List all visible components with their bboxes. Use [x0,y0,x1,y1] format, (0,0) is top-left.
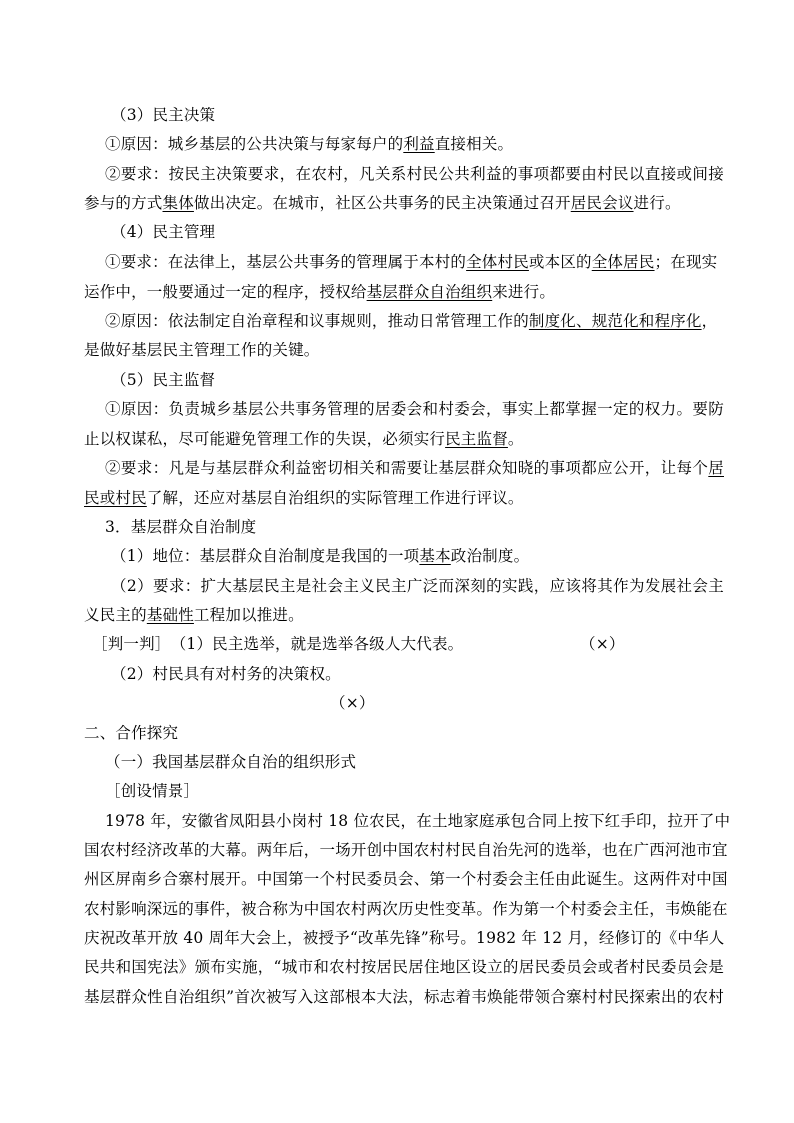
paragraph-line [105,311,724,331]
underlined-term: 居 [708,459,724,477]
text-span: 止以权谋私，尽可能避免管理工作的失误，必须实行 [84,430,446,448]
paragraph-line: 农村影响深远的事件，被合称为中国农村两次历史性变革。作为第一个村委会主任，韦焕能在 [84,900,728,918]
paragraph-line: ②要求：按民主决策要求，在农村，凡关系村民公共利益的事项都要由村民以直接或间接 [105,165,724,183]
underlined-term: 全体居民 [591,253,655,271]
paragraph-line: 基层群众性自治组织”首次被写入这部根本大法，标志着韦焕能带领合寨村村民探索出的农村 [84,988,724,1006]
underlined-term: 民主监督 [445,430,508,448]
underlined-term: 全体村民 [466,253,529,271]
paragraph-line [84,605,724,625]
text-span: 参与的方式 [84,194,163,212]
underlined-term: 民或村民 [84,489,147,507]
text-span: 直接相关。 [434,135,514,153]
text-span: 进行。 [633,194,681,212]
paragraph-line: 是做好基层民主管理工作的关键。 [84,341,320,359]
underlined-term: 基本 [419,547,451,565]
paragraph-line: 州区屏南乡合寨村展开。中国第一个村民委员会、第一个村委会主任由此诞生。这两件对中国 [84,870,728,888]
text-span: 。 [507,430,524,448]
paragraph-line [111,546,751,566]
text-span: ②要求：凡是与基层群众利益密切相关和需要让基层群众知晓的事项都应公开，让每个 [105,459,709,477]
paragraph-line [105,252,724,272]
text-span: ；在现实 [654,253,718,271]
underlined-term: 居民会议 [570,194,634,212]
underlined-term: 基层群众自治组织 [366,283,493,301]
underlined-term: 集体 [162,194,194,212]
judge-answer-2: （×） [330,694,375,712]
heading-democratic-management: （4）民主管理 [111,223,216,241]
paragraph-line: 庆祝改革开放 40 周年大会上，被授予“改革先锋”称号。1982 年 12 月，经修订的《中华人 [84,929,725,947]
paragraph-line: （2）要求：扩大基层民主是社会主义民主广泛而深刻的实践，应该将其作为发展社会主 [111,577,724,595]
text-span: 或本区的 [528,253,592,271]
text-span: ②原因：依法制定自治章程和议事规则，推动日常管理工作的 [105,312,529,330]
text-span: 工程加以推进。 [193,606,304,624]
subsection-heading: （一）我国基层群众自治的组织形式 [105,753,357,771]
judge-answer-1: （×） [580,635,625,653]
text-span: 政治制度。 [450,547,530,565]
underlined-term: 基础性 [146,606,194,624]
heading-democratic-supervision: （5）民主监督 [111,371,216,389]
heading-mass-self-governance: 3．基层群众自治制度 [105,518,257,536]
section-heading-cooperative-inquiry: 二、合作探究 [84,724,179,742]
paragraph-line: 1978 年，安徽省凤阳县小岗村 18 位农民，在土地家庭承包合同上按下红手印，拉开了中 [105,812,731,830]
underlined-term: 利益 [403,135,435,153]
paragraph-line [84,429,724,449]
paragraph-line: ①原因：负责城乡基层公共事务管理的居委会和村委会，事实上都掌握一定的权力。要防 [105,400,724,418]
paragraph-line [105,458,724,478]
scenario-label: ［创设情景］ [105,782,200,800]
paragraph-line: 国农村经济改革的大幕。两年后，一场开创中国农村村民自治先河的选举，也在广西河池市宜 [84,841,728,859]
paragraph-line [84,282,724,302]
heading-democratic-decision: （3）民主决策 [111,106,216,124]
text-span: ， [701,312,718,330]
paragraph-line [84,488,724,508]
text-span: 义民主的 [84,606,147,624]
text-span: 了解，还应对基层自治组织的实际管理工作进行评议。 [146,489,524,507]
underlined-term: 制度化、规范化和程序化 [528,312,702,330]
text-span: ①要求：在法律上，基层公共事务的管理属于本村的 [105,253,467,271]
text-span: （1）地位：基层群众自治制度是我国的一项 [111,547,420,565]
paragraph-line [105,134,724,154]
judge-question-1: ［判一判］ （1）民主选举，就是选举各级人大代表。 [92,635,464,653]
judge-question-2: （2）村民具有对村务的决策权。 [111,665,341,683]
text-span: 运作中，一般要通过一定的程序，授权给 [84,283,367,301]
text-span: 来进行。 [492,283,556,301]
text-span: 做出决定。在城市，社区公共事务的民主决策通过召开 [193,194,571,212]
text-span: ①原因：城乡基层的公共决策与每家每户的 [105,135,404,153]
paragraph-line [84,193,724,213]
paragraph-line: 民共和国宪法》颁布实施，“城市和农村按居民居住地区设立的居民委员会或者村民委员会是 [84,958,724,976]
